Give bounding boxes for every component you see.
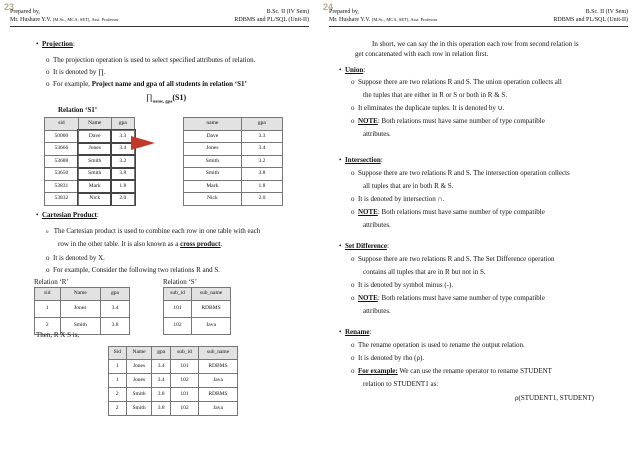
circle-bullet-icon: o xyxy=(351,169,355,177)
difference-line-1: o Suppose there are two relations R and S. The Set Difference operation xyxy=(351,255,555,263)
table-row: 53650 Smith 3.8 xyxy=(45,168,135,181)
then-label: Then, R X S is, xyxy=(36,331,80,339)
table-row: 53688 Smith 3.2 xyxy=(45,155,135,168)
arrow-icon xyxy=(131,136,155,150)
author-qualification: [M.Sc., MCA, SET], Asst. Professor xyxy=(52,16,119,22)
intersection-line-1: o Suppose there are two relations R and S. The intersection operation collects xyxy=(351,169,570,177)
projection-result-table xyxy=(183,117,283,206)
circle-bullet-icon: o xyxy=(351,281,355,289)
table-row: 50000 Dave 3.3 xyxy=(45,130,135,143)
table-row: 53666 Jones 3.4 xyxy=(45,143,135,156)
table-row: 1 Jones 3.4 101 RDBMS xyxy=(109,359,238,373)
author: Mr. Hushare Y.V. xyxy=(329,16,371,23)
relation-s1-label: Relation ‘S1’ xyxy=(58,106,98,114)
subject: RDBMS and PL/SQL (Unit-II) xyxy=(553,16,628,23)
table-row: Smith 3.2 xyxy=(184,155,283,168)
table-row: Nick 2.0 xyxy=(184,193,283,206)
intersection-line-2: all tuples that are in both R & S. xyxy=(363,182,454,190)
circle-bullet-icon: o xyxy=(46,230,49,235)
circle-bullet-icon: o xyxy=(351,208,355,216)
projection-heading: • Projection: xyxy=(36,40,75,48)
difference-line-2: contains all tuples that are in R but not in S. xyxy=(363,268,486,276)
cartesian-heading: • Cartesian Product: xyxy=(36,211,99,219)
page-header xyxy=(329,9,628,24)
cartesian-line-3: o It is denoted by X. xyxy=(46,254,105,262)
circle-bullet-icon: o xyxy=(46,266,50,274)
circle-bullet-icon: o xyxy=(351,367,355,375)
union-line-3: o It eliminates the duplicate tuples. It is denoted by ∪. xyxy=(351,104,505,112)
cartesian-line-1: o The Cartesian product is used to combine each row in one table with each xyxy=(46,227,261,235)
table-row: Mark 1.8 xyxy=(184,180,283,193)
table-row: 53831 Mark 1.8 xyxy=(45,180,135,193)
table-row: Dave 3.3 xyxy=(184,130,283,143)
cartesian-line-4: o For example, Consider the following two relations R and S. xyxy=(46,266,221,274)
union-note: o NOTE: Both relations must have same number of type compatible xyxy=(351,117,545,125)
author: Mr. Hushare Y.V. xyxy=(10,16,52,23)
projection-item-1: o The projection operation is used to select specified attributes of relation. xyxy=(46,56,256,64)
intersection-line-5: attributes. xyxy=(363,221,391,229)
difference-note: o NOTE: Both relations must have same number of type compatible xyxy=(351,294,545,302)
rename-heading: • Rename: xyxy=(339,328,372,336)
prepared-by: Prepared by, xyxy=(329,9,359,15)
table-header-row: Sid Name gpa sub_id sub_name xyxy=(109,347,238,360)
circle-bullet-icon: o xyxy=(46,56,50,64)
union-line-5: attributes. xyxy=(363,130,391,138)
projection-example: Project name and gpa of all students in relation ‘S1’ xyxy=(91,80,247,88)
table-row: 102 Java xyxy=(164,317,231,334)
circle-bullet-icon: o xyxy=(351,341,355,349)
difference-line-3: o It is denoted by symbol minus (-). xyxy=(351,281,454,289)
cartesian-line-2: row in the other table. It is also known as a cross product. xyxy=(58,240,223,248)
page-header xyxy=(10,9,309,24)
circle-bullet-icon: o xyxy=(351,354,355,362)
circle-bullet-icon: o xyxy=(351,117,355,125)
r-table xyxy=(34,287,130,335)
rename-line-1: o The rename operation is used to rename the output relation. xyxy=(351,341,525,349)
table-row: 101 RDBMS xyxy=(164,300,231,317)
bullet-icon: • xyxy=(36,211,39,219)
table-row: 1 Jones 3.4 102 Java xyxy=(109,373,238,387)
bullet-icon: • xyxy=(339,66,342,74)
difference-heading: • Set Difference: xyxy=(339,242,389,250)
circle-bullet-icon: o xyxy=(46,68,50,76)
table-row: 1 Jones 3.4 xyxy=(35,300,130,317)
prepared-by: Prepared by, xyxy=(10,9,40,15)
circle-bullet-icon: o xyxy=(351,104,355,112)
projection-item-2: o It is denoted by ∏. xyxy=(46,68,106,76)
union-line-1: o Suppose there are two relations R and S. The union operation collects all xyxy=(351,78,562,86)
projection-formula: $\prod_{name, gpa}(S1)$ xyxy=(146,93,187,104)
projection-item-3: o For example, Project name and gpa of all students in relation ‘S1’ xyxy=(46,80,247,88)
rename-line-4: relation to STUDENT1 as: xyxy=(363,380,439,388)
s1-table xyxy=(44,117,135,206)
rename-formula: ρ(STUDENT1, STUDENT) xyxy=(515,394,594,402)
header-divider xyxy=(329,26,628,27)
table-header-row: sid Name gpa xyxy=(35,288,130,301)
table-row: 2 Smith 3.8 xyxy=(35,317,130,334)
circle-bullet-icon: o xyxy=(46,254,50,262)
bullet-icon: • xyxy=(36,40,39,48)
table-row: Jones 3.4 xyxy=(184,143,283,156)
table-row: 2 Smith 3.8 101 RDBMS xyxy=(109,387,238,401)
page-24 xyxy=(319,0,638,451)
header-divider xyxy=(10,26,309,27)
bullet-icon: • xyxy=(339,328,342,336)
table-row: 53832 Nick 2.0 xyxy=(45,193,135,206)
union-line-2: the tuples that are either in R or S or both in R & S. xyxy=(363,91,508,99)
course: B.Sc. II (IV Sem) xyxy=(266,9,309,15)
table-header-row: sid Name gpa xyxy=(45,118,135,131)
rxs-table xyxy=(108,346,238,416)
table-header-row: name gpa xyxy=(184,118,283,131)
difference-line-5: attributes. xyxy=(363,307,391,315)
bullet-icon: • xyxy=(339,242,342,250)
circle-bullet-icon: o xyxy=(46,80,50,88)
page-number: 24 xyxy=(323,2,334,12)
table-row: Smith 3.8 xyxy=(184,168,283,181)
table-row: 2 Smith 3.8 102 Java xyxy=(109,401,238,415)
relation-s-label: Relation ‘S’ xyxy=(163,278,198,286)
intersection-note: o NOTE: Both relations must have same number of type compatible xyxy=(351,208,545,216)
subject: RDBMS and PL/SQL (Unit-II) xyxy=(234,16,309,23)
intro-line-1: In short, we can say the in this operation each row from second relation is xyxy=(372,40,579,48)
bullet-icon: • xyxy=(339,156,342,164)
circle-bullet-icon: o xyxy=(351,255,355,263)
intro-line-2: get concatenated with each row in relation first. xyxy=(355,50,489,58)
course: B.Sc. II (IV Sem) xyxy=(585,9,628,15)
rename-line-2: o It is denoted by rho (ρ). xyxy=(351,354,425,362)
relation-r-label: Relation ‘R’ xyxy=(34,278,69,286)
union-heading: • Union: xyxy=(339,66,366,74)
s-table xyxy=(163,287,231,335)
author-qualification: [M.Sc., MCA, SET], Asst. Professor xyxy=(371,16,438,22)
intersection-heading: • Intersection: xyxy=(339,156,383,164)
circle-bullet-icon: o xyxy=(351,195,355,203)
intersection-line-3: o It is denoted by intersection ∩. xyxy=(351,195,445,203)
table-header-row: sub_id sub_name xyxy=(164,288,231,301)
page-number: 23 xyxy=(4,2,15,12)
circle-bullet-icon: o xyxy=(351,78,355,86)
rename-example: o For example: We can use the rename operator to rename STUDENT xyxy=(351,367,552,375)
circle-bullet-icon: o xyxy=(351,294,355,302)
